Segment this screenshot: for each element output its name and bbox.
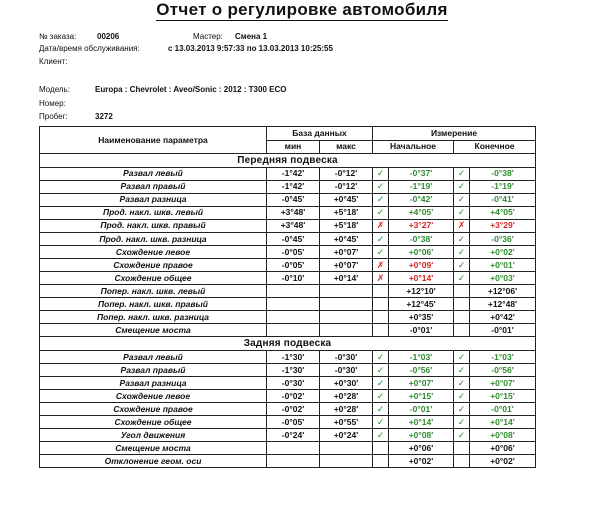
initial-status-icon: ✓ (373, 350, 389, 363)
initial-status-icon: ✓ (373, 416, 389, 429)
param-name: Схождение правое (40, 403, 267, 416)
initial-value: -1°19' (389, 180, 454, 193)
mileage-value: 3272 (95, 112, 113, 121)
final-status-icon: ✓ (454, 259, 470, 272)
initial-status-icon (373, 455, 389, 468)
param-name: Развал левый (40, 167, 267, 180)
final-value: +0°02' (470, 246, 536, 259)
model-label: Модель: (39, 85, 70, 94)
param-name: Смещение моста (40, 442, 267, 455)
max-value: -0°30' (320, 350, 373, 363)
final-status-icon: ✓ (454, 429, 470, 442)
initial-status-icon (373, 442, 389, 455)
initial-value: +0°07' (389, 377, 454, 390)
front-row (40, 285, 536, 298)
front-row (40, 167, 536, 180)
final-status-icon (454, 455, 470, 468)
min-value: -0°05' (267, 416, 320, 429)
final-status-icon (454, 285, 470, 298)
param-name: Прод. накл. шкв. разница (40, 233, 267, 246)
final-value: +0°02' (470, 455, 536, 468)
front-section-row (40, 154, 536, 168)
initial-status-icon: ✗ (373, 259, 389, 272)
final-value: +3°29' (470, 219, 536, 232)
max-header: макс (320, 140, 373, 154)
max-value: +0°28' (320, 390, 373, 403)
final-status-icon: ✓ (454, 364, 470, 377)
final-header: Конечное (454, 140, 536, 154)
front-row (40, 193, 536, 206)
final-value: -1°19' (470, 180, 536, 193)
initial-value: +4°05' (389, 206, 454, 219)
initial-status-icon: ✓ (373, 206, 389, 219)
final-status-icon (454, 311, 470, 324)
number-label: Номер: (39, 99, 66, 108)
param-name: Смещение моста (40, 324, 267, 337)
max-value: -0°30' (320, 364, 373, 377)
max-value: -0°12' (320, 180, 373, 193)
max-value: +0°45' (320, 233, 373, 246)
min-value: -0°45' (267, 193, 320, 206)
param-name: Попер. накл. шкв. левый (40, 285, 267, 298)
initial-value: +0°14' (389, 272, 454, 285)
final-status-icon (454, 298, 470, 311)
param-name: Схождение общее (40, 272, 267, 285)
param-name: Развал правый (40, 364, 267, 377)
order-label: № заказа: (39, 32, 77, 41)
final-status-icon: ✓ (454, 167, 470, 180)
max-value: +0°30' (320, 377, 373, 390)
initial-status-icon: ✓ (373, 377, 389, 390)
final-value: +0°42' (470, 311, 536, 324)
initial-value: -0°56' (389, 364, 454, 377)
front-row (40, 246, 536, 259)
min-value (267, 285, 320, 298)
min-value: -0°02' (267, 390, 320, 403)
rear-row (40, 403, 536, 416)
min-value: -0°30' (267, 377, 320, 390)
initial-header: Начальное (373, 140, 454, 154)
min-value: +3°48' (267, 206, 320, 219)
initial-status-icon: ✓ (373, 167, 389, 180)
initial-value: -0°01' (389, 403, 454, 416)
param-name: Развал разница (40, 377, 267, 390)
final-value: -0°56' (470, 364, 536, 377)
master-value: Смена 1 (235, 32, 268, 41)
final-value: -0°36' (470, 233, 536, 246)
front-row (40, 259, 536, 272)
final-status-icon: ✓ (454, 403, 470, 416)
param-name: Развал правый (40, 180, 267, 193)
min-value: -1°42' (267, 167, 320, 180)
min-value: -0°10' (267, 272, 320, 285)
initial-status-icon: ✓ (373, 403, 389, 416)
param-name: Попер. накл. шкв. правый (40, 298, 267, 311)
min-value: -0°45' (267, 233, 320, 246)
min-value (267, 442, 320, 455)
param-name: Развал левый (40, 350, 267, 363)
rear-row (40, 455, 536, 468)
datetime-label: Дата/время обслуживания: (39, 44, 140, 53)
initial-status-icon: ✓ (373, 246, 389, 259)
max-value: +0°14' (320, 272, 373, 285)
max-value: +0°24' (320, 429, 373, 442)
initial-status-icon: ✗ (373, 272, 389, 285)
final-value: -0°41' (470, 193, 536, 206)
param-name: Отклонение геом. оси (40, 455, 267, 468)
final-status-icon: ✓ (454, 246, 470, 259)
initial-value: +0°02' (389, 455, 454, 468)
min-header: мин (267, 140, 320, 154)
final-value: +0°14' (470, 416, 536, 429)
initial-value: +3°27' (389, 219, 454, 232)
max-value (320, 311, 373, 324)
front-row (40, 219, 536, 232)
initial-status-icon: ✓ (373, 390, 389, 403)
final-value: +0°08' (470, 429, 536, 442)
front-row (40, 298, 536, 311)
master-label: Мастер: (193, 32, 223, 41)
final-status-icon: ✓ (454, 390, 470, 403)
rear-row (40, 377, 536, 390)
datetime-value: с 13.03.2013 9:57:33 по 13.03.2013 10:25:55 (168, 44, 333, 53)
final-status-icon: ✓ (454, 377, 470, 390)
initial-value: +0°06' (389, 442, 454, 455)
initial-value: +0°14' (389, 416, 454, 429)
front-row (40, 233, 536, 246)
initial-status-icon: ✓ (373, 429, 389, 442)
front-row (40, 311, 536, 324)
min-value (267, 311, 320, 324)
param-name: Схождение общее (40, 416, 267, 429)
final-status-icon: ✗ (454, 219, 470, 232)
measure-header: Измерение (373, 127, 536, 141)
rear-row (40, 364, 536, 377)
initial-value: +0°35' (389, 311, 454, 324)
front-row (40, 324, 536, 337)
final-value: +0°15' (470, 390, 536, 403)
initial-value: +0°06' (389, 246, 454, 259)
mileage-label: Пробег: (39, 112, 68, 121)
initial-status-icon (373, 311, 389, 324)
initial-status-icon: ✓ (373, 364, 389, 377)
max-value (320, 442, 373, 455)
min-value: -1°30' (267, 364, 320, 377)
param-header: Наименование параметра (40, 127, 267, 154)
final-status-icon: ✓ (454, 350, 470, 363)
min-value (267, 298, 320, 311)
report-title-text: Отчет о регулировке автомобиля (156, 0, 448, 19)
rear-row (40, 442, 536, 455)
final-status-icon: ✓ (454, 206, 470, 219)
min-value: +3°48' (267, 219, 320, 232)
initial-value: -0°37' (389, 167, 454, 180)
rear-row (40, 350, 536, 363)
initial-value: +0°15' (389, 390, 454, 403)
model-value: Europa : Chevrolet : Aveo/Sonic : 2012 : T300 ECO (95, 85, 287, 94)
final-value: -0°38' (470, 167, 536, 180)
min-value (267, 324, 320, 337)
final-status-icon: ✓ (454, 193, 470, 206)
min-value: -1°42' (267, 180, 320, 193)
initial-value: +0°09' (389, 259, 454, 272)
header-row-1 (40, 127, 536, 141)
param-name: Попер. накл. шкв. разница (40, 311, 267, 324)
initial-status-icon: ✓ (373, 193, 389, 206)
initial-value: +12°45' (389, 298, 454, 311)
final-value: +12°06' (470, 285, 536, 298)
param-name: Схождение левое (40, 390, 267, 403)
final-value: -1°03' (470, 350, 536, 363)
final-value: -0°01' (470, 403, 536, 416)
final-status-icon: ✓ (454, 233, 470, 246)
rear-section-row (40, 337, 536, 351)
initial-value: -0°42' (389, 193, 454, 206)
final-value: +0°01' (470, 259, 536, 272)
initial-status-icon (373, 285, 389, 298)
final-value: +12°48' (470, 298, 536, 311)
max-value (320, 324, 373, 337)
min-value: -1°30' (267, 350, 320, 363)
rear-row (40, 390, 536, 403)
max-value: -0°12' (320, 167, 373, 180)
param-name: Прод. накл. шкв. правый (40, 219, 267, 232)
max-value: +0°07' (320, 259, 373, 272)
max-value: +5°18' (320, 206, 373, 219)
db-header: База данных (267, 127, 373, 141)
max-value (320, 285, 373, 298)
front-row (40, 206, 536, 219)
max-value: +0°45' (320, 193, 373, 206)
final-value: +0°03' (470, 272, 536, 285)
max-value: +0°07' (320, 246, 373, 259)
rear-row (40, 429, 536, 442)
final-status-icon: ✓ (454, 180, 470, 193)
param-name: Угол движения (40, 429, 267, 442)
param-name: Развал разница (40, 193, 267, 206)
min-value: -0°05' (267, 259, 320, 272)
final-status-icon (454, 324, 470, 337)
max-value: +0°55' (320, 416, 373, 429)
param-name: Схождение правое (40, 259, 267, 272)
initial-value: -0°01' (389, 324, 454, 337)
max-value (320, 298, 373, 311)
final-value: -0°01' (470, 324, 536, 337)
initial-value: +12°10' (389, 285, 454, 298)
rear-row (40, 416, 536, 429)
initial-status-icon (373, 324, 389, 337)
front-section-title: Передняя подвеска (40, 154, 536, 168)
initial-status-icon: ✓ (373, 180, 389, 193)
initial-value: -1°03' (389, 350, 454, 363)
max-value: +5°18' (320, 219, 373, 232)
initial-status-icon: ✗ (373, 219, 389, 232)
max-value (320, 455, 373, 468)
max-value: +0°28' (320, 403, 373, 416)
min-value: -0°02' (267, 403, 320, 416)
initial-status-icon: ✓ (373, 233, 389, 246)
rear-section-title: Задняя подвеска (40, 337, 536, 351)
final-value: +0°07' (470, 377, 536, 390)
report-title (0, 0, 604, 20)
final-status-icon: ✓ (454, 272, 470, 285)
final-status-icon: ✓ (454, 416, 470, 429)
initial-value: +0°08' (389, 429, 454, 442)
order-value: 00206 (97, 32, 120, 41)
front-row (40, 272, 536, 285)
min-value: -0°24' (267, 429, 320, 442)
initial-status-icon (373, 298, 389, 311)
param-name: Прод. накл. шкв. левый (40, 206, 267, 219)
param-name: Схождение левое (40, 246, 267, 259)
front-row (40, 180, 536, 193)
final-value: +4°05' (470, 206, 536, 219)
final-value: +0°06' (470, 442, 536, 455)
client-label: Клиент: (39, 57, 68, 66)
final-status-icon (454, 442, 470, 455)
min-value (267, 455, 320, 468)
alignment-table (39, 126, 536, 468)
min-value: -0°05' (267, 246, 320, 259)
initial-value: -0°38' (389, 233, 454, 246)
